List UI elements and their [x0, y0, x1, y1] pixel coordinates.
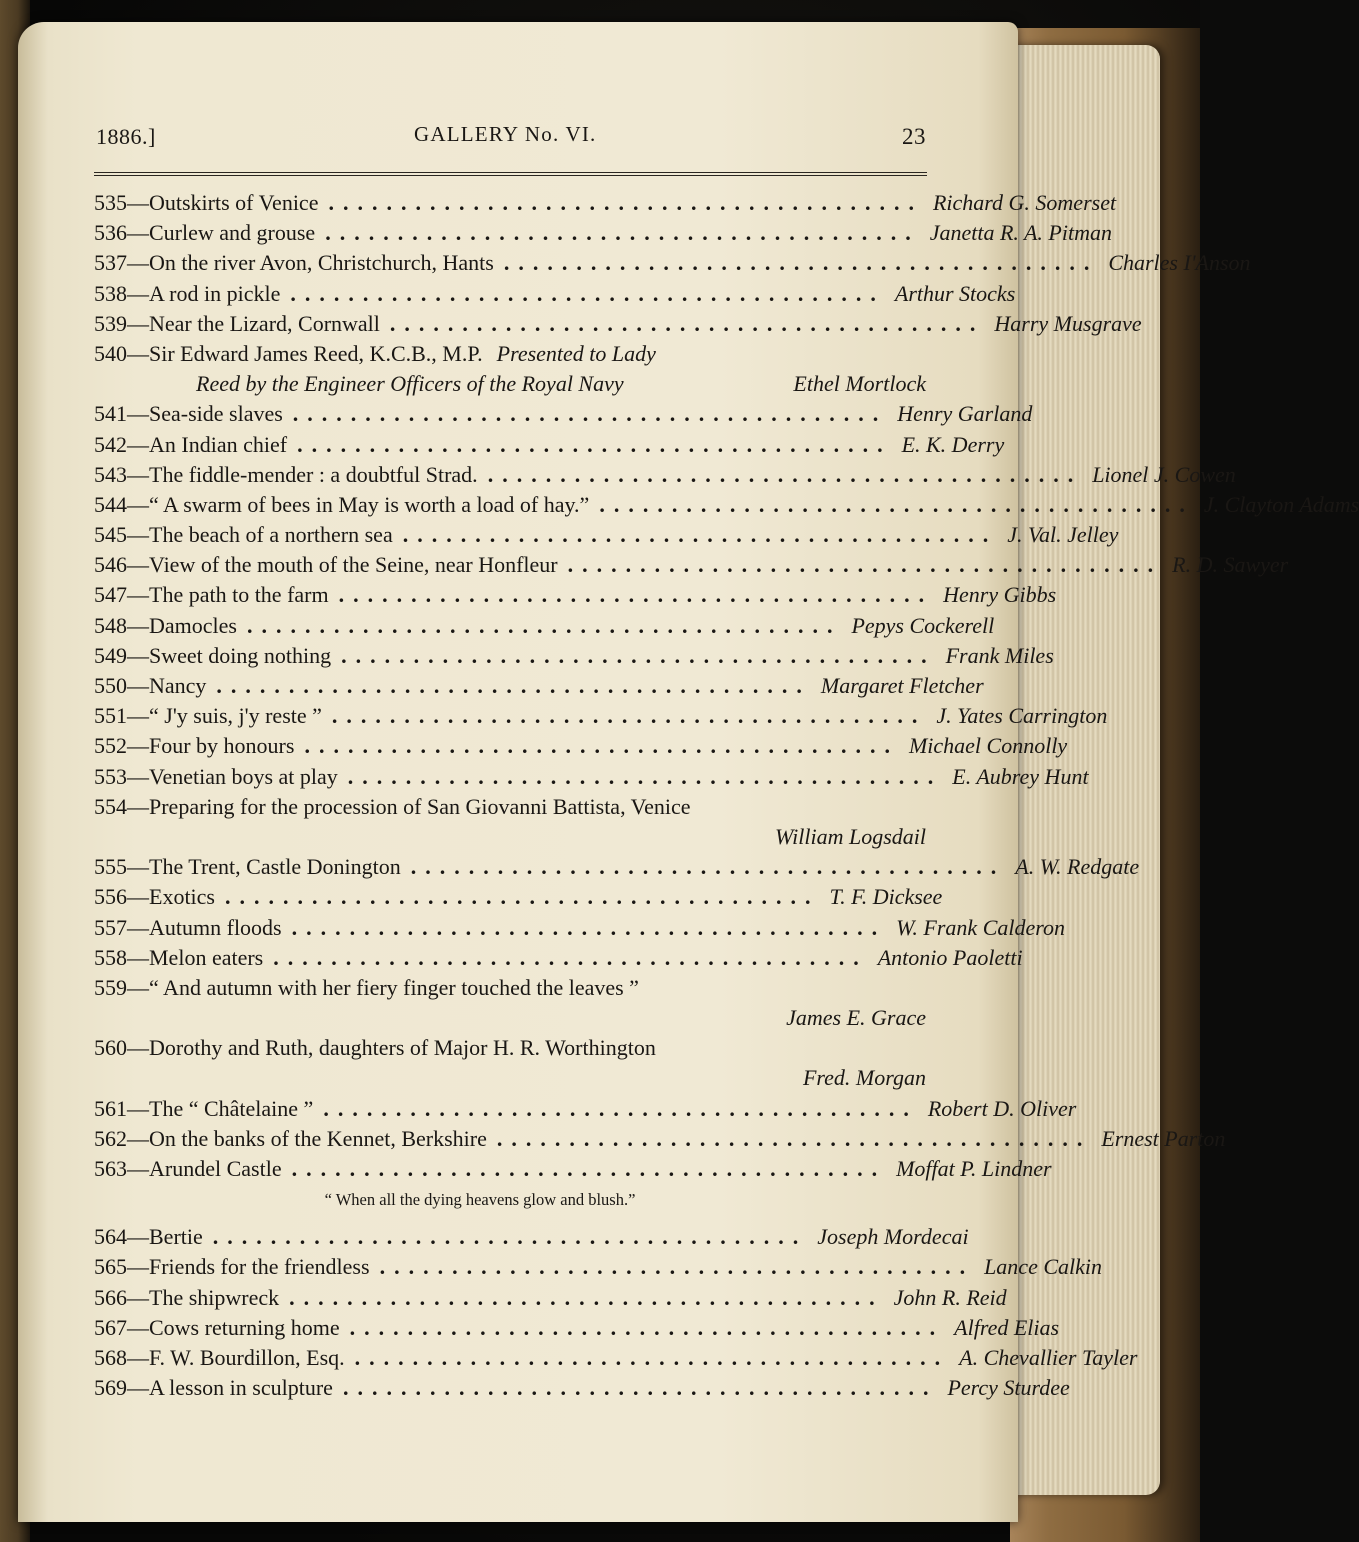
entry-number: 541 [94, 401, 127, 427]
entry-number: 567 [94, 1314, 127, 1340]
entry-dash: — [127, 340, 149, 366]
entry-number: 553 [94, 763, 127, 789]
catalogue-entry [94, 250, 1251, 280]
entry-artist: Henry Garland [897, 401, 1033, 427]
entry-title: Damocles [149, 612, 237, 638]
catalogue-entry [94, 1156, 1052, 1186]
entry-artist: Moffat P. Lindner [896, 1156, 1052, 1181]
entry-artist: James E. Grace [786, 1005, 926, 1031]
entry-number: 538 [94, 280, 127, 306]
entry-dash: — [127, 1254, 149, 1280]
entry-artist: Arthur Stocks [894, 280, 1016, 306]
dot-leader: ......................................... [487, 461, 1083, 487]
entry-dash: — [127, 522, 149, 548]
entry-number: 548 [94, 612, 127, 638]
entry-title: Sea-side slaves [149, 401, 283, 427]
catalogue-entry [94, 975, 926, 1005]
entry-title: View of the mouth of the Seine, near Honfleur [149, 552, 558, 578]
dot-leader: ......................................... [304, 733, 899, 759]
page-number: 23 [902, 124, 926, 149]
entry-number: 569 [94, 1375, 127, 1401]
entry-quote: “ When all the dying heavens glow and blush.” [324, 1190, 636, 1210]
entry-artist: Charles I'Anson [1108, 250, 1251, 276]
entry-artist: A. W. Redgate [1015, 854, 1140, 880]
entry-number: 545 [94, 522, 127, 548]
dot-leader: ......................................... [297, 431, 892, 457]
book-page [18, 22, 1359, 1522]
entry-title: Nancy [149, 673, 207, 698]
entry-title: Sweet doing nothing [149, 642, 332, 668]
catalogue-entry [94, 794, 926, 824]
catalogue-entry [94, 582, 1057, 612]
catalogue-entry [94, 491, 1359, 522]
entry-title: The “ Châtelaine ” [149, 1095, 314, 1121]
entry-artist: E. Aubrey Hunt [952, 763, 1089, 789]
entry-number: 544 [94, 491, 127, 517]
entry-dash: — [127, 1125, 149, 1151]
dot-leader: ......................................... [292, 401, 888, 427]
entry-artist: Ernest Parton [1101, 1125, 1226, 1151]
entry-dash: — [127, 582, 149, 608]
catalogue-entry [94, 552, 1289, 582]
dot-leader: ......................................... [410, 854, 1006, 880]
entry-number: 562 [94, 1125, 127, 1151]
entry-number: 549 [94, 642, 127, 668]
running-header [76, 102, 926, 149]
entry-artist: Michael Connolly [908, 733, 1068, 759]
entry-artist: Robert D. Oliver [927, 1095, 1077, 1121]
entry-artist: Lionel J. Cowen [1092, 461, 1236, 487]
catalogue-entry [94, 1375, 1070, 1405]
catalogue-entry [94, 1224, 969, 1254]
entry-title: Arundel Castle [149, 1156, 282, 1181]
entry-number: 565 [94, 1254, 127, 1280]
catalogue-list [94, 190, 1359, 1405]
entry-number: 564 [94, 1224, 127, 1250]
catalogue-entry [94, 1314, 1060, 1345]
entry-title: Dorothy and Ruth, daughters of Major H. R. Worthington [149, 1035, 656, 1061]
catalogue-entry [94, 1284, 1007, 1315]
dot-leader: ......................................... [503, 250, 1099, 276]
entry-dash: — [127, 914, 149, 940]
catalogue-entry [94, 280, 1016, 311]
entry-dash: — [127, 431, 149, 457]
dot-leader: ......................................... [599, 491, 1194, 517]
dot-leader: ......................................... [291, 914, 887, 940]
dot-leader: ......................................... [342, 1375, 938, 1401]
dot-leader: ......................................... [338, 582, 934, 608]
catalogue-entry [94, 341, 926, 371]
entry-dash: — [127, 552, 149, 578]
entry-title: The fiddle-mender : a doubtful Strad. [149, 461, 478, 487]
entry-artist: A. Chevallier Tayler [959, 1344, 1138, 1370]
dot-leader: ......................................... [341, 642, 936, 668]
entry-dash: — [127, 974, 149, 1000]
entry-artist: Harry Musgrave [994, 310, 1142, 336]
catalogue-entry [94, 884, 943, 914]
dot-leader: ......................................... [331, 703, 927, 729]
dot-leader: ......................................... [216, 673, 811, 698]
dot-leader: ......................................... [349, 1314, 945, 1340]
entry-artist: Richard G. Somerset [932, 190, 1117, 215]
entry-dash: — [127, 1375, 149, 1401]
entry-dash: — [127, 1284, 149, 1310]
entry-title: “ J'y suis, j'y reste ” [149, 703, 322, 729]
entry-title: Exotics [149, 884, 215, 910]
entry-number: 555 [94, 854, 127, 880]
entry-artist: R. D. Sawyer [1172, 552, 1289, 578]
entry-dash: — [127, 1344, 149, 1370]
catalogue-entry [94, 914, 1065, 945]
dot-leader: ......................................... [291, 1156, 887, 1181]
entry-dash: — [127, 944, 149, 970]
entry-artist: Percy Sturdee [947, 1375, 1070, 1401]
entry-dash: — [127, 310, 149, 336]
entry-dash: — [127, 733, 149, 759]
dot-leader: ......................................... [323, 1095, 918, 1121]
entry-title: Near the Lizard, Cornwall [149, 310, 380, 336]
entry-artist: Fred. Morgan [802, 1065, 926, 1091]
entry-artist: Pepys Cockerell [851, 612, 995, 638]
entry-number: 543 [94, 461, 127, 487]
catalogue-entry [94, 401, 1033, 431]
catalogue-entry [94, 310, 1142, 341]
entry-dash: — [127, 401, 149, 427]
catalogue-entry [94, 431, 1005, 462]
entry-number: 563 [94, 1156, 127, 1181]
entry-title: F. W. Bourdillon, Esq. [149, 1344, 345, 1370]
entry-artist: Margaret Fletcher [820, 673, 984, 698]
entry-artist: Frank Miles [945, 642, 1054, 668]
entry-artist: Antonio Paoletti [877, 944, 1023, 970]
entry-number: 540 [94, 340, 127, 366]
entry-dash: — [127, 763, 149, 789]
entry-dash: — [127, 491, 149, 517]
entry-number: 566 [94, 1284, 127, 1310]
entry-number: 536 [94, 220, 127, 246]
entry-dash: — [127, 642, 149, 668]
entry-artist: W. Frank Calderon [896, 914, 1065, 940]
catalogue-entry [94, 612, 995, 643]
catalogue-entry [94, 190, 1117, 220]
entry-number: 542 [94, 431, 127, 457]
entry-title: “ A swarm of bees in May is worth a load of hay.” [149, 491, 590, 517]
entry-title: Outskirts of Venice [149, 190, 319, 215]
catalogue-entry [94, 1344, 1138, 1375]
entry-artist: Joseph Mordecai [817, 1224, 969, 1250]
dot-leader: ......................................... [328, 190, 923, 215]
entry-title: The shipwreck [149, 1284, 280, 1310]
header-year: 1886.] [96, 124, 156, 149]
entry-number: 552 [94, 733, 127, 759]
entry-artist: Alfred Elias [954, 1314, 1060, 1340]
entry-title: “ And autumn with her fiery finger touched the leaves ” [149, 974, 639, 1000]
entry-title: Four by honours [149, 733, 295, 759]
entry-artist: Janetta R. A. Pitman [929, 220, 1112, 246]
catalogue-entry [94, 1125, 1226, 1156]
entry-artist: William Logsdail [775, 823, 926, 849]
entry-dash: — [127, 1314, 149, 1340]
dot-leader: ......................................... [402, 522, 998, 548]
entry-artist: Lance Calkin [984, 1254, 1102, 1280]
catalogue-entry [94, 733, 1068, 763]
entry-title: Autumn floods [149, 914, 282, 940]
entry-title: Preparing for the procession of San Giovanni Battista, Venice [149, 793, 691, 819]
entry-artist: Ethel Mortlock [793, 371, 926, 397]
entry-dash: — [127, 220, 149, 246]
entry-number: 546 [94, 552, 127, 578]
dot-leader: ......................................... [289, 1284, 884, 1310]
catalogue-entry [94, 673, 984, 703]
catalogue-entry [94, 944, 1023, 975]
entry-title: Friends for the friendless [149, 1254, 370, 1280]
entry-dash: — [127, 250, 149, 276]
entry-artist: T. F. Dicksee [829, 884, 943, 910]
entry-title: Venetian boys at play [149, 763, 338, 789]
entry-title: Bertie [149, 1224, 203, 1250]
entry-number: 550 [94, 673, 127, 698]
entry-dash: — [127, 1035, 149, 1061]
entry-dash: — [127, 1224, 149, 1250]
entry-title: The Trent, Castle Donington [149, 854, 401, 880]
header-rule [94, 172, 927, 176]
entry-dash: — [127, 612, 149, 638]
entry-dash: — [127, 461, 149, 487]
catalogue-entry [94, 642, 1054, 673]
entry-number: 568 [94, 1344, 127, 1370]
entry-title: A lesson in sculpture [149, 1375, 333, 1401]
entry-title: A rod in pickle [149, 280, 281, 306]
entry-number: 558 [94, 944, 127, 970]
dot-leader: ......................................... [389, 310, 985, 336]
catalogue-entry [94, 763, 1089, 794]
entry-number: 547 [94, 582, 127, 608]
catalogue-entry [94, 522, 1119, 552]
page-content [76, 102, 1359, 1401]
entry-number: 557 [94, 914, 127, 940]
entry-dash: — [127, 703, 149, 729]
entry-title: Sir Edward James Reed, K.C.B., M.P. [149, 340, 483, 366]
entry-dash: — [127, 1095, 149, 1121]
dot-leader: ......................................... [212, 1224, 808, 1250]
catalogue-entry [94, 220, 1112, 250]
entry-dash: — [127, 793, 149, 819]
catalogue-entry [94, 461, 1236, 492]
entry-continuation-line [94, 371, 926, 401]
entry-title: Cows returning home [149, 1314, 340, 1340]
entry-title: Curlew and grouse [149, 220, 316, 246]
catalogue-entry [94, 1095, 1077, 1126]
entry-number: 561 [94, 1095, 127, 1121]
entry-title-continuation: Reed by the Engineer Officers of the Royal Navy [196, 371, 624, 397]
entry-number: 551 [94, 703, 127, 729]
entry-number: 556 [94, 884, 127, 910]
entry-dash: — [127, 884, 149, 910]
entry-title: Melon eaters [149, 944, 264, 970]
entry-artist: Henry Gibbs [943, 582, 1057, 608]
entry-title: On the river Avon, Christchurch, Hants [149, 250, 494, 276]
entry-dash: — [127, 280, 149, 306]
dot-leader: ......................................... [325, 220, 920, 246]
dot-leader: ......................................... [354, 1344, 950, 1370]
entry-artist: J. Yates Carrington [936, 703, 1108, 729]
dot-leader: ......................................... [246, 612, 842, 638]
dot-leader: ......................................... [496, 1125, 1092, 1151]
entry-number: 535 [94, 190, 127, 215]
entry-dash: — [127, 673, 149, 698]
entry-number: 560 [94, 1035, 127, 1061]
dot-leader: ......................................... [290, 280, 885, 306]
catalogue-entry [94, 1254, 1102, 1284]
dot-leader: ......................................... [379, 1254, 975, 1280]
entry-number: 559 [94, 974, 127, 1000]
entry-artist: J. Val. Jelley [1007, 522, 1119, 548]
catalogue-entry [94, 854, 1140, 884]
entry-number: 537 [94, 250, 127, 276]
dot-leader: ......................................... [567, 552, 1163, 578]
dot-leader: ......................................... [225, 884, 820, 910]
entry-artist: John R. Reid [893, 1284, 1007, 1310]
entry-artist: J. Clayton Adams [1203, 491, 1359, 517]
entry-dash: — [127, 854, 149, 880]
entry-title: The path to the farm [149, 582, 329, 608]
entry-title: On the banks of the Kennet, Berkshire [149, 1125, 487, 1151]
entry-number: 539 [94, 310, 127, 336]
catalogue-entry [94, 1035, 926, 1065]
entry-dash: — [127, 1156, 149, 1181]
entry-title-italic: Presented to Lady [496, 340, 656, 366]
entry-artist: E. K. Derry [901, 431, 1005, 457]
dot-leader: ......................................... [273, 944, 868, 970]
entry-title: The beach of a northern sea [149, 522, 393, 548]
header-title: GALLERY No. VI. [414, 122, 597, 146]
catalogue-entry [94, 703, 1108, 733]
entry-title: An Indian chief [149, 431, 288, 457]
dot-leader: ......................................... [347, 763, 943, 789]
entry-number: 554 [94, 793, 127, 819]
entry-dash: — [127, 190, 149, 215]
